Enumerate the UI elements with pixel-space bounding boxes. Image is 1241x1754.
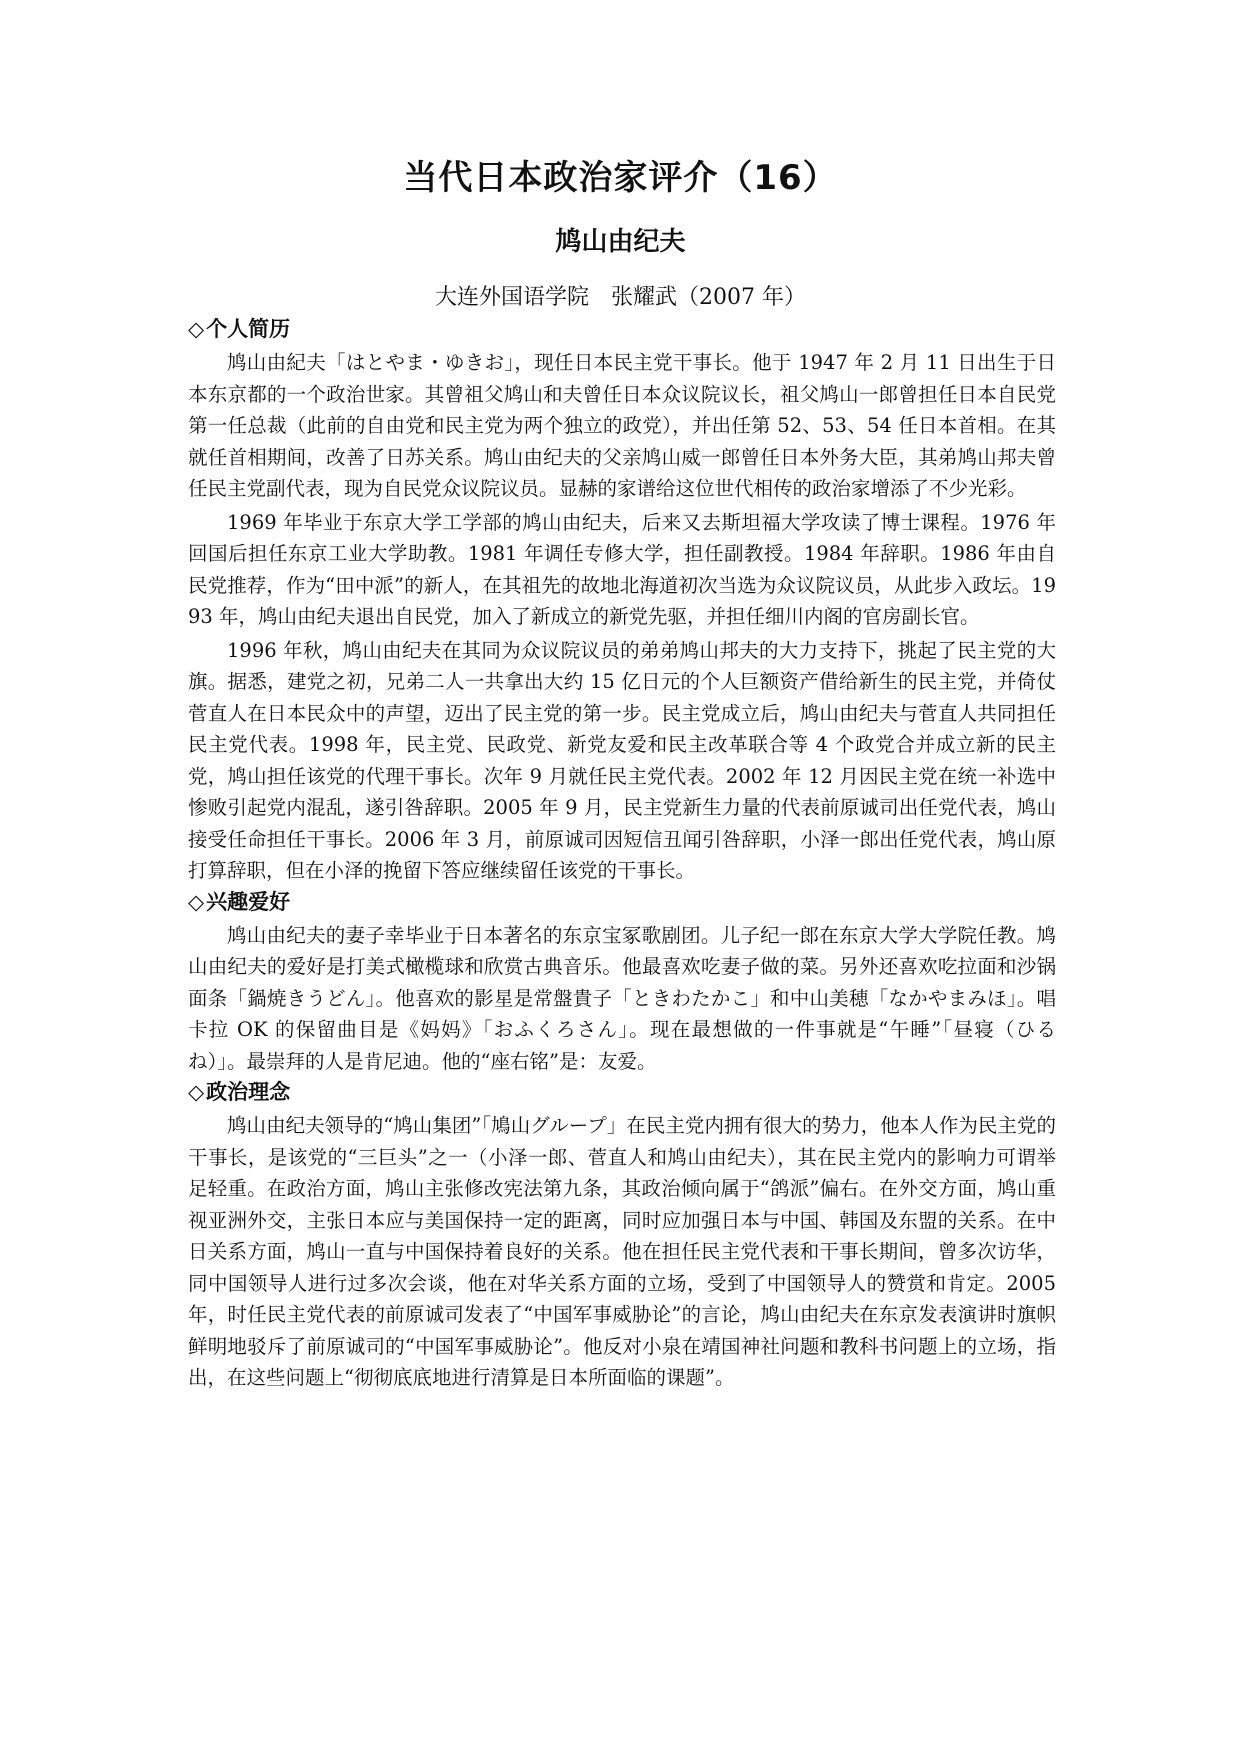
section-heading-text: 兴趣爱好 <box>206 889 291 914</box>
section-heading-text: 个人简历 <box>206 317 291 341</box>
document-subtitle: 鸠山由纪夫 <box>555 227 686 257</box>
section-heading <box>188 314 1056 345</box>
section-resume <box>188 314 1056 887</box>
document-title: 当代日本政治家评介（16） <box>403 158 838 198</box>
paragraph: 鸠山由紀夫「はとやま・ゆきお」，现任日本民主党干事长。他于 1947 年 2 月 11 日出生于日本东京都的一个政治世家。其曾祖父鸠山和夫曾任日本众议院议长，祖父鸠山一郎曾担任日本自民党第一任总裁（此前的自由党和民主党为两个独立的政党），并出任第 52、53、54 任日本首相。在其就任首相期间，改善了日苏关系。鸠山由纪夫的父亲鸠山威一郎曾任日本外务大臣，其弟鸠山邦夫曾任民主党副代表，现为自民党众议院议员。显赫的家谱给这位世代相传的政治家增添了不少光彩。 <box>188 351 1056 500</box>
diamond-bullet-icon: ◇ <box>188 1080 205 1104</box>
document-body <box>188 314 1056 1394</box>
section-hobbies <box>188 887 1056 1078</box>
section-heading <box>188 1077 1056 1108</box>
paragraph: 鸠山由纪夫的妻子幸毕业于日本著名的东京宝冢歌剧团。儿子纪一郎在东京大学大学院任教。鸠山由纪夫的爱好是打美式橄榄球和欣赏古典音乐。他最喜欢吃妻子做的菜。另外还喜欢吃拉面和沙锅面条「鍋焼きうどん」。他喜欢的影星是常盤貴子「ときわたかこ」和中山美穂「なかやまみほ」。唱卡拉 OK 的保留曲目是《妈妈》「おふくろさん」。现在最想做的一件事就是“午睡”「昼寝（ひるね）」。最崇拜的人是肯尼迪。他的“座右铭”是：友爱。 <box>188 923 1056 1073</box>
section-political-views <box>188 1077 1056 1394</box>
paragraph: 鸠山由纪夫领导的“鸠山集团”「鳩山グループ」在民主党内拥有很大的势力，他本人作为民主党的干事长，是该党的“三巨头”之一（小泽一郎、菅直人和鸠山由纪夫），其在民主党内的影响力可谓举足轻重。在政治方面，鸠山主张修改宪法第九条，其政治倾向属于“鸽派”偏右。在外交方面，鸠山重视亚洲外交，主张日本应与美国保持一定的距离，同时应加强日本与中国、韩国及东盟的关系。在中日关系方面，鸠山一直与中国保持着良好的关系。他在担任民主党代表和干事长期间，曾多次访华，同中国领导人进行过多次会谈，他在对华关系方面的立场，受到了中国领导人的赞赏和肯定。2005 年，时任民主党代表的前原诚司发表了“中国军事威胁论”的言论，鸠山由纪夫在东京发表演讲时旗帜鲜明地驳斥了前原诚司的“中国军事威胁论”。他反对小泉在靖国神社问题和教科书问题上的立场，指出，在这些问题上“彻彻底底地进行清算是日本所面临的课题”。 <box>188 1114 1056 1389</box>
paragraph: 1996 年秋，鸠山由纪夫在其同为众议院议员的弟弟鸠山邦夫的大力支持下，挑起了民主党的大旗。据悉，建党之初，兄弟二人一共拿出大约 15 亿日元的个人巨额资产借给新生的民主党，并倚仗菅直人在日本民众中的声望，迈出了民主党的第一步。民主党成立后，鸠山由纪夫与菅直人共同担任民主党代表。1998 年，民主党、民政党、新党友爱和民主改革联合等 4 个政党合并成立新的民主党，鸠山担任该党的代理干事长。次年 9 月就任民主党代表。2002 年 12 月因民主党在统一补选中惨败引起党内混乱，遂引咎辞职。2005 年 9 月，民主党新生力量的代表前原诚司出任党代表，鸠山接受任命担任干事长。2006 年 3 月，前原诚司因短信丑闻引咎辞职，小泽一郎出任党代表，鸠山原打算辞职，但在小泽的挽留下答应继续留任该党的干事长。 <box>188 638 1056 882</box>
author-line: 大连外国语学院 张耀武（2007 年） <box>435 285 806 310</box>
diamond-bullet-icon: ◇ <box>188 889 205 914</box>
section-heading <box>188 887 1056 918</box>
section-heading-text: 政治理念 <box>206 1080 291 1104</box>
diamond-bullet-icon: ◇ <box>188 317 205 341</box>
paragraph: 1969 年毕业于东京大学工学部的鸠山由纪夫，后来又去斯坦福大学攻读了博士课程。1976 年回国后担任东京工业大学助教。1981 年调任专修大学，担任副教授。1984 年辞职。1986 年由自民党推荐，作为“田中派”的新人，在其祖先的故地北海道初次当选为众议院议员，从此步入政坛。1993 年，鸠山由纪夫退出自民党，加入了新成立的新党先驱，并担任细川内阁的官房副长官。 <box>188 510 1056 628</box>
